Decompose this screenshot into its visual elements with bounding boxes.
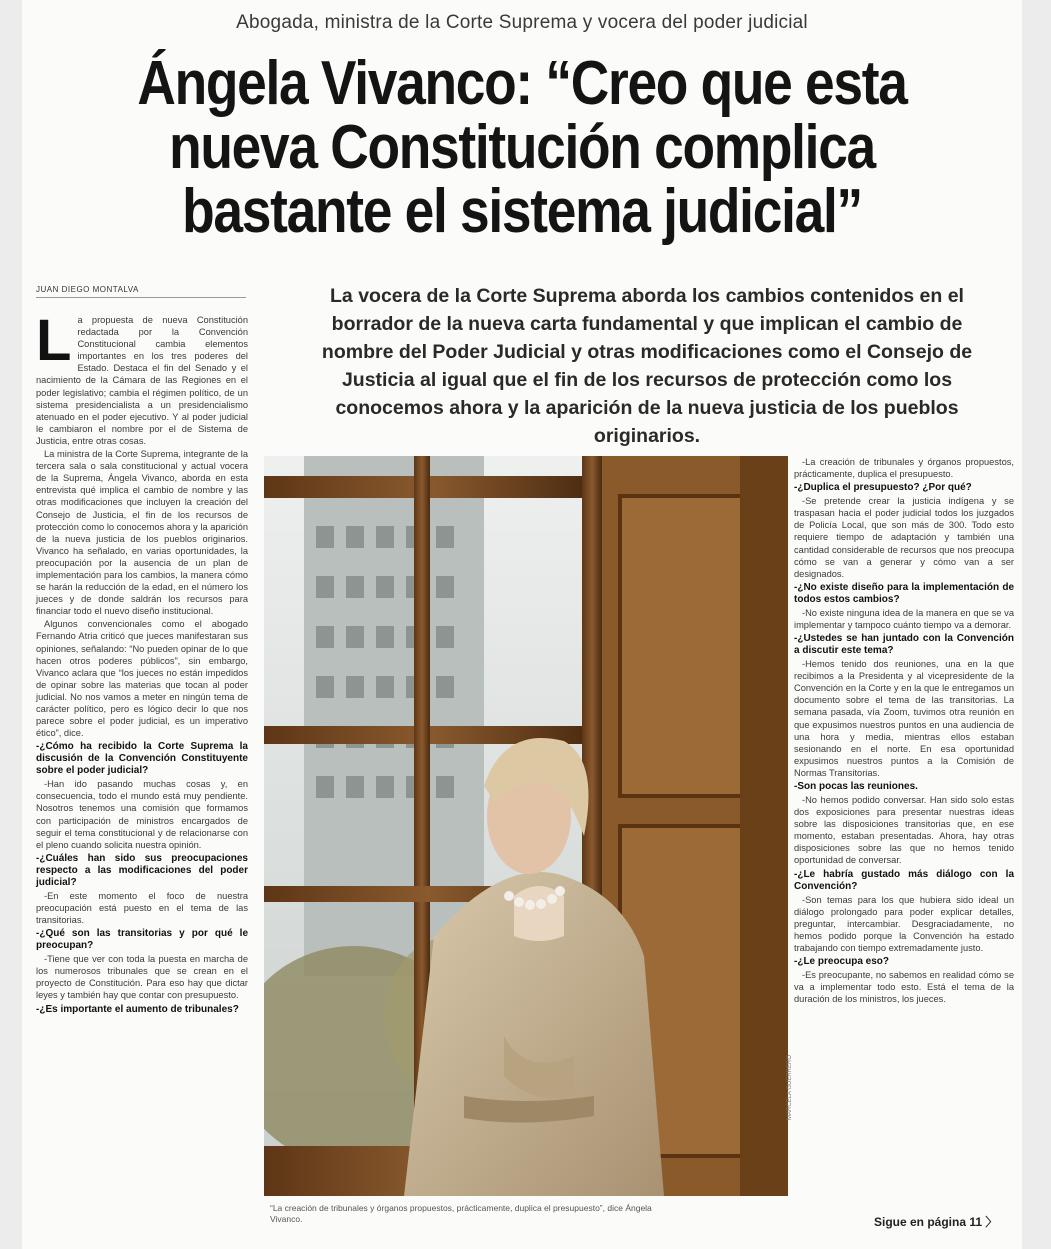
answer: -Hemos tenido dos reuniones, una en la que recibimos a la Presidenta y al vicepresidente de la Convención en la Corte y en la que le entregamos un documento sobre el tema de las transitorias. La semana pasada, vía Zoom, tuvimos otra reunión en que expusimos nuestros puntos en una audiencia de una hora y media, mientras ellos estaban sesionando en el norte. En esa oportunidad expusimos nuestros puntos a la Comisión de Normas Transitorias.: [794, 659, 1014, 778]
question: -Son pocas las reuniones.: [794, 780, 918, 792]
headline: [109, 49, 935, 246]
photo-credit: MARCELA GUERRERO: [787, 1054, 793, 1120]
question: -¿Duplica el presupuesto? ¿Por qué?: [794, 482, 972, 494]
question: -¿Es importante el aumento de tribunales?: [36, 1003, 239, 1015]
headline-line-2: nueva Constitución complica: [169, 113, 875, 182]
paragraph: Algunos convencionales como el abogado Fernando Atria criticó que jueces manifestaran sus opiniones, señalando: “No pueden opinar de lo que hacen otros poderes públicos”, sin embargo, Vivanco aclara que “los jueces no están impedidos de opinar sobre las materias que tocan al poder judicial. No nos vamos a meter en ningún tema de carácter político, pero es lógico decir lo que nos parece sobre el poder judicial, es un imperativo ético”, dice.: [36, 619, 248, 739]
answer: -Se pretende crear la justicia indígena y se traspasan hacia el poder judicial todos los juzgados de Policía Local, que son más de 300. Todo esto requiere tiempo de adaptación y también una cantidad considerable de recursos que nos preocupa cómo se van a generar y cómo van a ser designados.: [794, 496, 1014, 579]
answer: -No existe ninguna idea de la manera en que se va implementar y tampoco cuánto tiempo va a demorar.: [794, 607, 1014, 630]
question: -¿Le habría gustado más diálogo con la Convención?: [794, 868, 1014, 892]
answer: -Han ido pasando muchas cosas y, en consecuencia, todo el mundo está muy pendiente. Nosotros tenemos una comisión que formamos con participación de ministros encargados de seguir el tema constitucional y de relacionarse con el pleno cuando solicita nuestra opinión.: [36, 779, 248, 850]
answer: -Tiene que ver con toda la puesta en marcha de los numerosos tribunales que se crean en el proyecto de Constitución. Para eso hay que dictar leyes y también hay que contar con presupuesto.: [36, 954, 248, 1001]
newspaper-page: [22, 0, 1022, 1249]
question: -¿No existe diseño para la implementación de todos estos cambios?: [794, 581, 1014, 605]
question: -¿Le preocupa eso?: [794, 956, 890, 967]
question: -¿Cómo ha recibido la Corte Suprema la discusión de la Convención Constituyente sobre el poder judicial?: [36, 741, 248, 777]
question: -¿Cuáles han sido sus preocupaciones respecto a las modificaciones del poder judicial?: [36, 852, 248, 888]
dropcap: L: [36, 308, 72, 373]
kicker: Abogada, ministra de la Corte Suprema y vocera del poder judicial: [236, 12, 808, 33]
paragraph: a propuesta de nueva Constitución redactada por la Convención Constitucional cambia elementos importantes en los tres poderes del Estado. Destaca el fin del Senado y el nacimiento de la Cámara de las Regiones en el poder legislativo; cambia el régimen político, de un sistema presidencialista a un presidencialismo atenuado en el poder ejecutivo. Y al poder judicial le cambiaron el nombre por el de Sistema de Justicia, entre otras cosas.: [36, 315, 248, 446]
question: -¿Qué son las transitorias y por qué le preocupan?: [36, 928, 248, 952]
photo-caption: “La creación de tribunales y órganos propuestos, prácticamente, duplica el presupuesto”, dice Ángela Vivanco.: [270, 1203, 652, 1224]
paragraph: La ministra de la Corte Suprema, integrante de la tercera sala o sala constitucional y actual vocera de la Suprema, Ángela Vivanco, aborda en esta entrevista qué implica el cambio de nombre y las otras modificaciones que incluyen la creación del Consejo de Justicia, el fin de los recursos de protección como lo conocemos ahora y la aparición de la nueva justicia de los pueblos originarios. Vivanco ha señalado, en varias oportunidades, la preocupación por la ausencia de un plan de implementación para los cambios, la manera cómo se harán la reducción de la edad, en el número los jueces y de donde saldrán los recursos para financiar todo el nuevo diseño institucional.: [36, 449, 248, 617]
answer: -Es preocupante, no sabemos en realidad cómo se va a implementar todo esto. Está el tema de la duración de los ministros, los jueces.: [794, 970, 1014, 1005]
lede: La vocera de la Corte Suprema aborda los cambios contenidos en el borrador de la nueva carta fundamental y que implican el cambio de nombre del Poder Judicial y otras modificaciones como el Consejo de Justicia al igual que el fin de los recursos de protección como los conocemos ahora y la aparición de la nueva justicia de los pueblos originarios.: [321, 285, 973, 447]
answer: -No hemos podido conversar. Han sido solo estas dos exposiciones para presentar nuestras ideas sobre las disposiciones transitorias que, en ese momento, estaban presentadas. Ahora, hay otras disposiciones sobre las que no hemos tenido oportunidad de conversar.: [794, 794, 1014, 866]
headline-line-1: Ángela Vivanco: “Creo que esta: [137, 49, 907, 118]
byline: JUAN DIEGO MONTALVA: [36, 285, 246, 298]
column-left: [36, 308, 248, 1017]
portrait-photo: [264, 456, 788, 1196]
column-right: [794, 456, 1014, 1006]
photo-illustration: [264, 456, 788, 1196]
continuation-link[interactable]: Sigue en página 11 〉: [874, 1215, 998, 1229]
answer: -En este momento el foco de nuestra preocupación está puesto en el tema de las transitorias.: [36, 890, 248, 926]
answer: -Son temas para los que hubiera sido ideal un diálogo prolongado para poder explicar detalles, preguntar, intercambiar. Desgraciadamente, no hemos podido porque la Convención ha estado trabajando con tiempo extremadamente justo.: [794, 894, 1014, 953]
answer: -La creación de tribunales y órganos propuestos, prácticamente, duplica el presupuesto.: [794, 457, 1014, 480]
question: -¿Ustedes se han juntado con la Convención a discutir este tema?: [794, 633, 1014, 657]
headline-line-3: bastante el sistema judicial”: [182, 177, 862, 246]
